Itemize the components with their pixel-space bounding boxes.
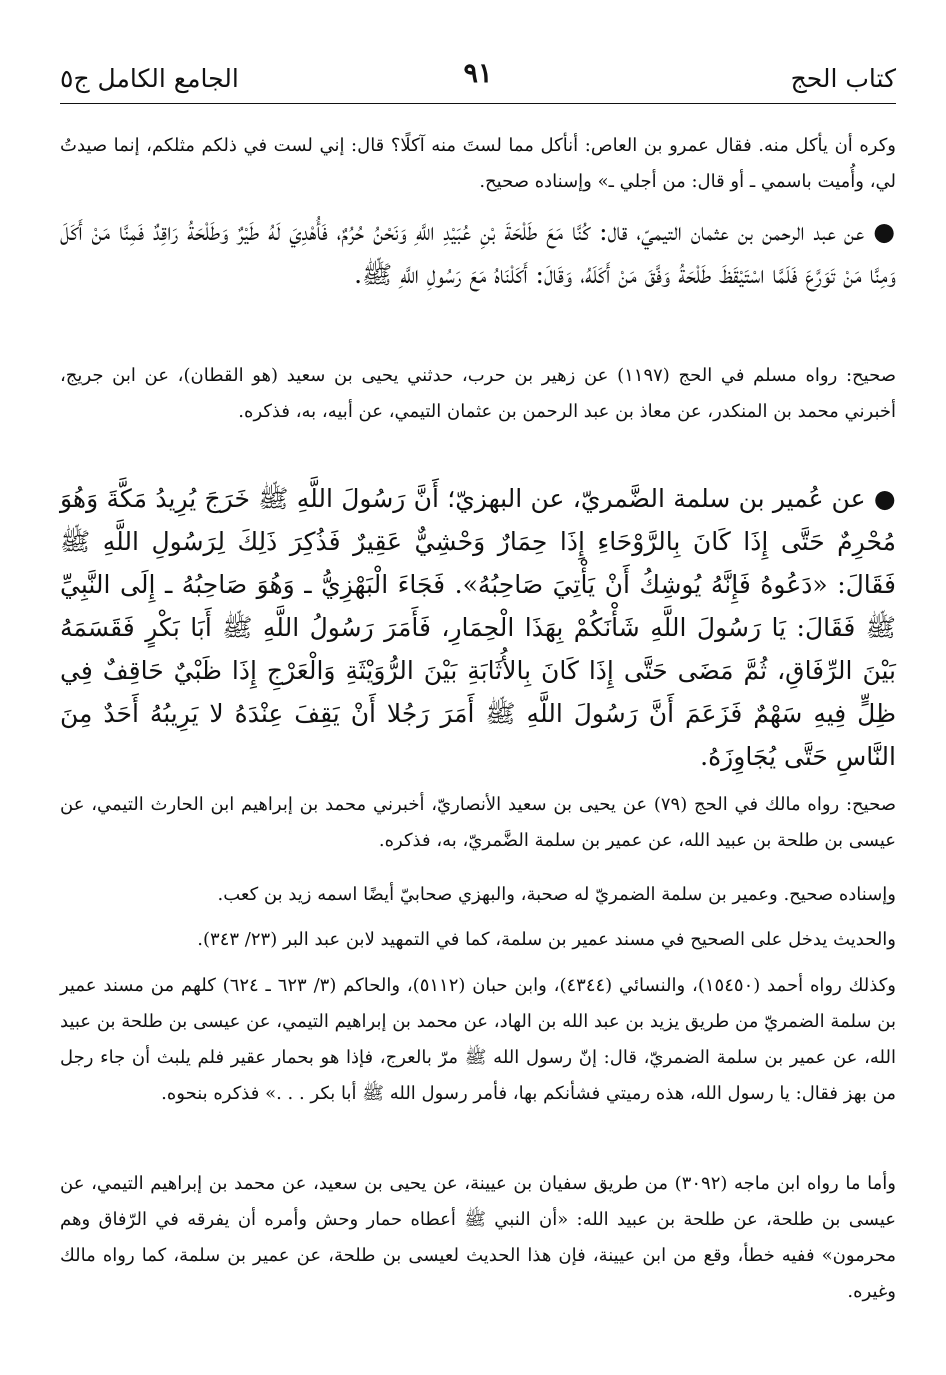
page-header	[60, 58, 896, 102]
commentary-paragraph: صحيح: رواه مسلم في الحج (١١٩٧) عن زهير بن حرب، حدثني يحيى بن سعيد (هو القطان)، عن ابن جريج، أخبرني محمد بن المنكدر، عن معاذ بن عبد الرحمن بن عثمان التيمي، عن أبيه، به، فذكره.	[60, 365, 897, 422]
header-rule	[60, 103, 896, 104]
bullet-icon: ●	[873, 484, 896, 513]
hadith-paragraph: ● عن عُمير بن سلمة الضَّمريّ، عن البهزيّ؛ أَنَّ رَسُولَ اللَّهِ ﷺ خَرَجَ يُرِيدُ مَكَّةَ وَهُوَ مُحْرِمٌ حَتَّى إِذَا كَانَ بِالرَّوْحَاءِ إِذَا حِمَارٌ وَحْشِيٌّ عَقِيرٌ فَذُكِرَ ذَلِكَ لِرَسُولِ اللَّهِ ﷺ فَقَالَ: «دَعُوهُ فَإِنَّهُ يُوشِكُ أَنْ يَأْتِيَ صَاحِبُهُ». فَجَاءَ الْبَهْزِيُّ ـ وَهُوَ صَاحِبُهُ ـ إِلَى النَّبِيِّ ﷺ فَقَالَ: يَا رَسُولَ اللَّهِ شَأْنَكُمْ بِهَذَا الْحِمَارِ، فَأَمَرَ رَسُولُ اللَّهِ ﷺ أَبَا بَكْرٍ فَقَسَمَهُ بَيْنَ الرِّفَاقِ، ثُمَّ مَضَى حَتَّى إِذَا كَانَ بِالأُثَابَةِ بَيْنَ الرُّوَيْثَةِ وَالْعَرْجِ إِذَا ظَبْيٌ حَاقِفٌ فِي ظِلٍّ فِيهِ سَهْمٌ فَزَعَمَ أَنَّ رَسُولَ اللَّهِ ﷺ أَمَرَ رَجُلا أَنْ يَقِفَ عِنْدَهُ لا يَرِيبُهُ أَحَدٌ مِنَ النَّاسِ حَتَّى يُجَاوِزَهُ.	[60, 484, 896, 771]
commentary-paragraph: وأما ما رواه ابن ماجه (٣٠٩٢) من طريق سفيان بن عيينة، عن يحيى بن سعيد، عن محمد بن إبراهيم التيمي، عن عيسى بن طلحة، عن طلحة بن عبيد الله: «أن النبي ﷺ أعطاه حمار وحش وأمره أن يفرقه في الرّفاق وهم محرمون» ففيه خطأ، وقع من ابن عيينة، فإن هذا الحديث لعيسى بن طلحة، عن عمير بن سلمة، كما رواه مالك وغيره.	[60, 1173, 896, 1302]
commentary-paragraph: صحيح: رواه مالك في الحج (٧٩) عن يحيى بن سعيد الأنصاريّ، أخبرني محمد بن إبراهيم ابن الحارث التيمي، عن عيسى بن طلحة بن عبيد الله، عن عمير بن سلمة الضَّمريّ، به، فذكره.	[60, 794, 896, 851]
running-title-collection: الجامع الكامل ج٥	[60, 64, 239, 93]
page-number: ٩١	[463, 58, 493, 89]
commentary-paragraph: وكره أن يأكل منه. فقال عمرو بن العاص: أنأكل مما لستَ منه آكلًا؟ قال: إني لست في ذلكم مثلكم، إنما صيدتُ لي، وأُميت باسمي ـ أو قال: من أجلي ـ» وإسناده صحيح.	[60, 135, 896, 192]
bullet-icon: ●	[873, 217, 896, 246]
commentary-paragraph: وإسناده صحيح. وعمير بن سلمة الضمريّ له صحبة، والبهزي صحابيّ أيضًا اسمه زيد بن كعب.	[217, 884, 896, 905]
commentary-paragraph: والحديث يدخل على الصحيح في مسند عمير بن سلمة، كما في التمهيد لابن عبد البر (٢٣/ ٣٤٣).	[197, 929, 896, 950]
hadith-paragraph: ● عن عبد الرحمن بن عثمان التيميّ، قال: كُنَّا مَعَ طَلْحَةَ بْنِ عُبَيْدِ اللَّهِ وَنَحْنُ حُرُمٌ، فَأُهْدِيَ لَهُ طَيْرٌ وَطَلْحَةُ رَاقِدٌ فَمِنَّا مَنْ أَكَلَ وَمِنَّا مَنْ تَوَرَّعَ فَلَمَّا اسْتَيْقَظَ طَلْحَةُ وَفَّقَ مَنْ أَكَلَهُ، وَقَالَ: أَكَلْنَاهُ مَعَ رَسُولِ اللَّهِ ﷺ.	[60, 217, 896, 289]
running-title-book: كتاب الحج	[790, 64, 896, 93]
commentary-paragraph: وكذلك رواه أحمد (١٥٤٥٠)، والنسائي (٤٣٤٤)، وابن حبان (٥١١٢)، والحاكم (٣/ ٦٢٣ ـ ٦٢٤) كلهم من مسند عمير بن سلمة الضمريّ من طريق يزيد بن عبد الله بن الهاد، عن محمد بن إبراهيم التيمي، عن عيسى بن طلحة بن عبيد الله، عن عمير بن سلمة الضمريّ، قال: إنّ رسول الله ﷺ مرّ بالعرج، فإذا هو بحمار عقير فلم يلبث أن جاء رجل من بهز فقال: يا رسول الله، هذه رميتي فشأنكم بها، فأمر رسول الله ﷺ أبا بكر . . .» فذكره بنحوه.	[60, 975, 896, 1104]
